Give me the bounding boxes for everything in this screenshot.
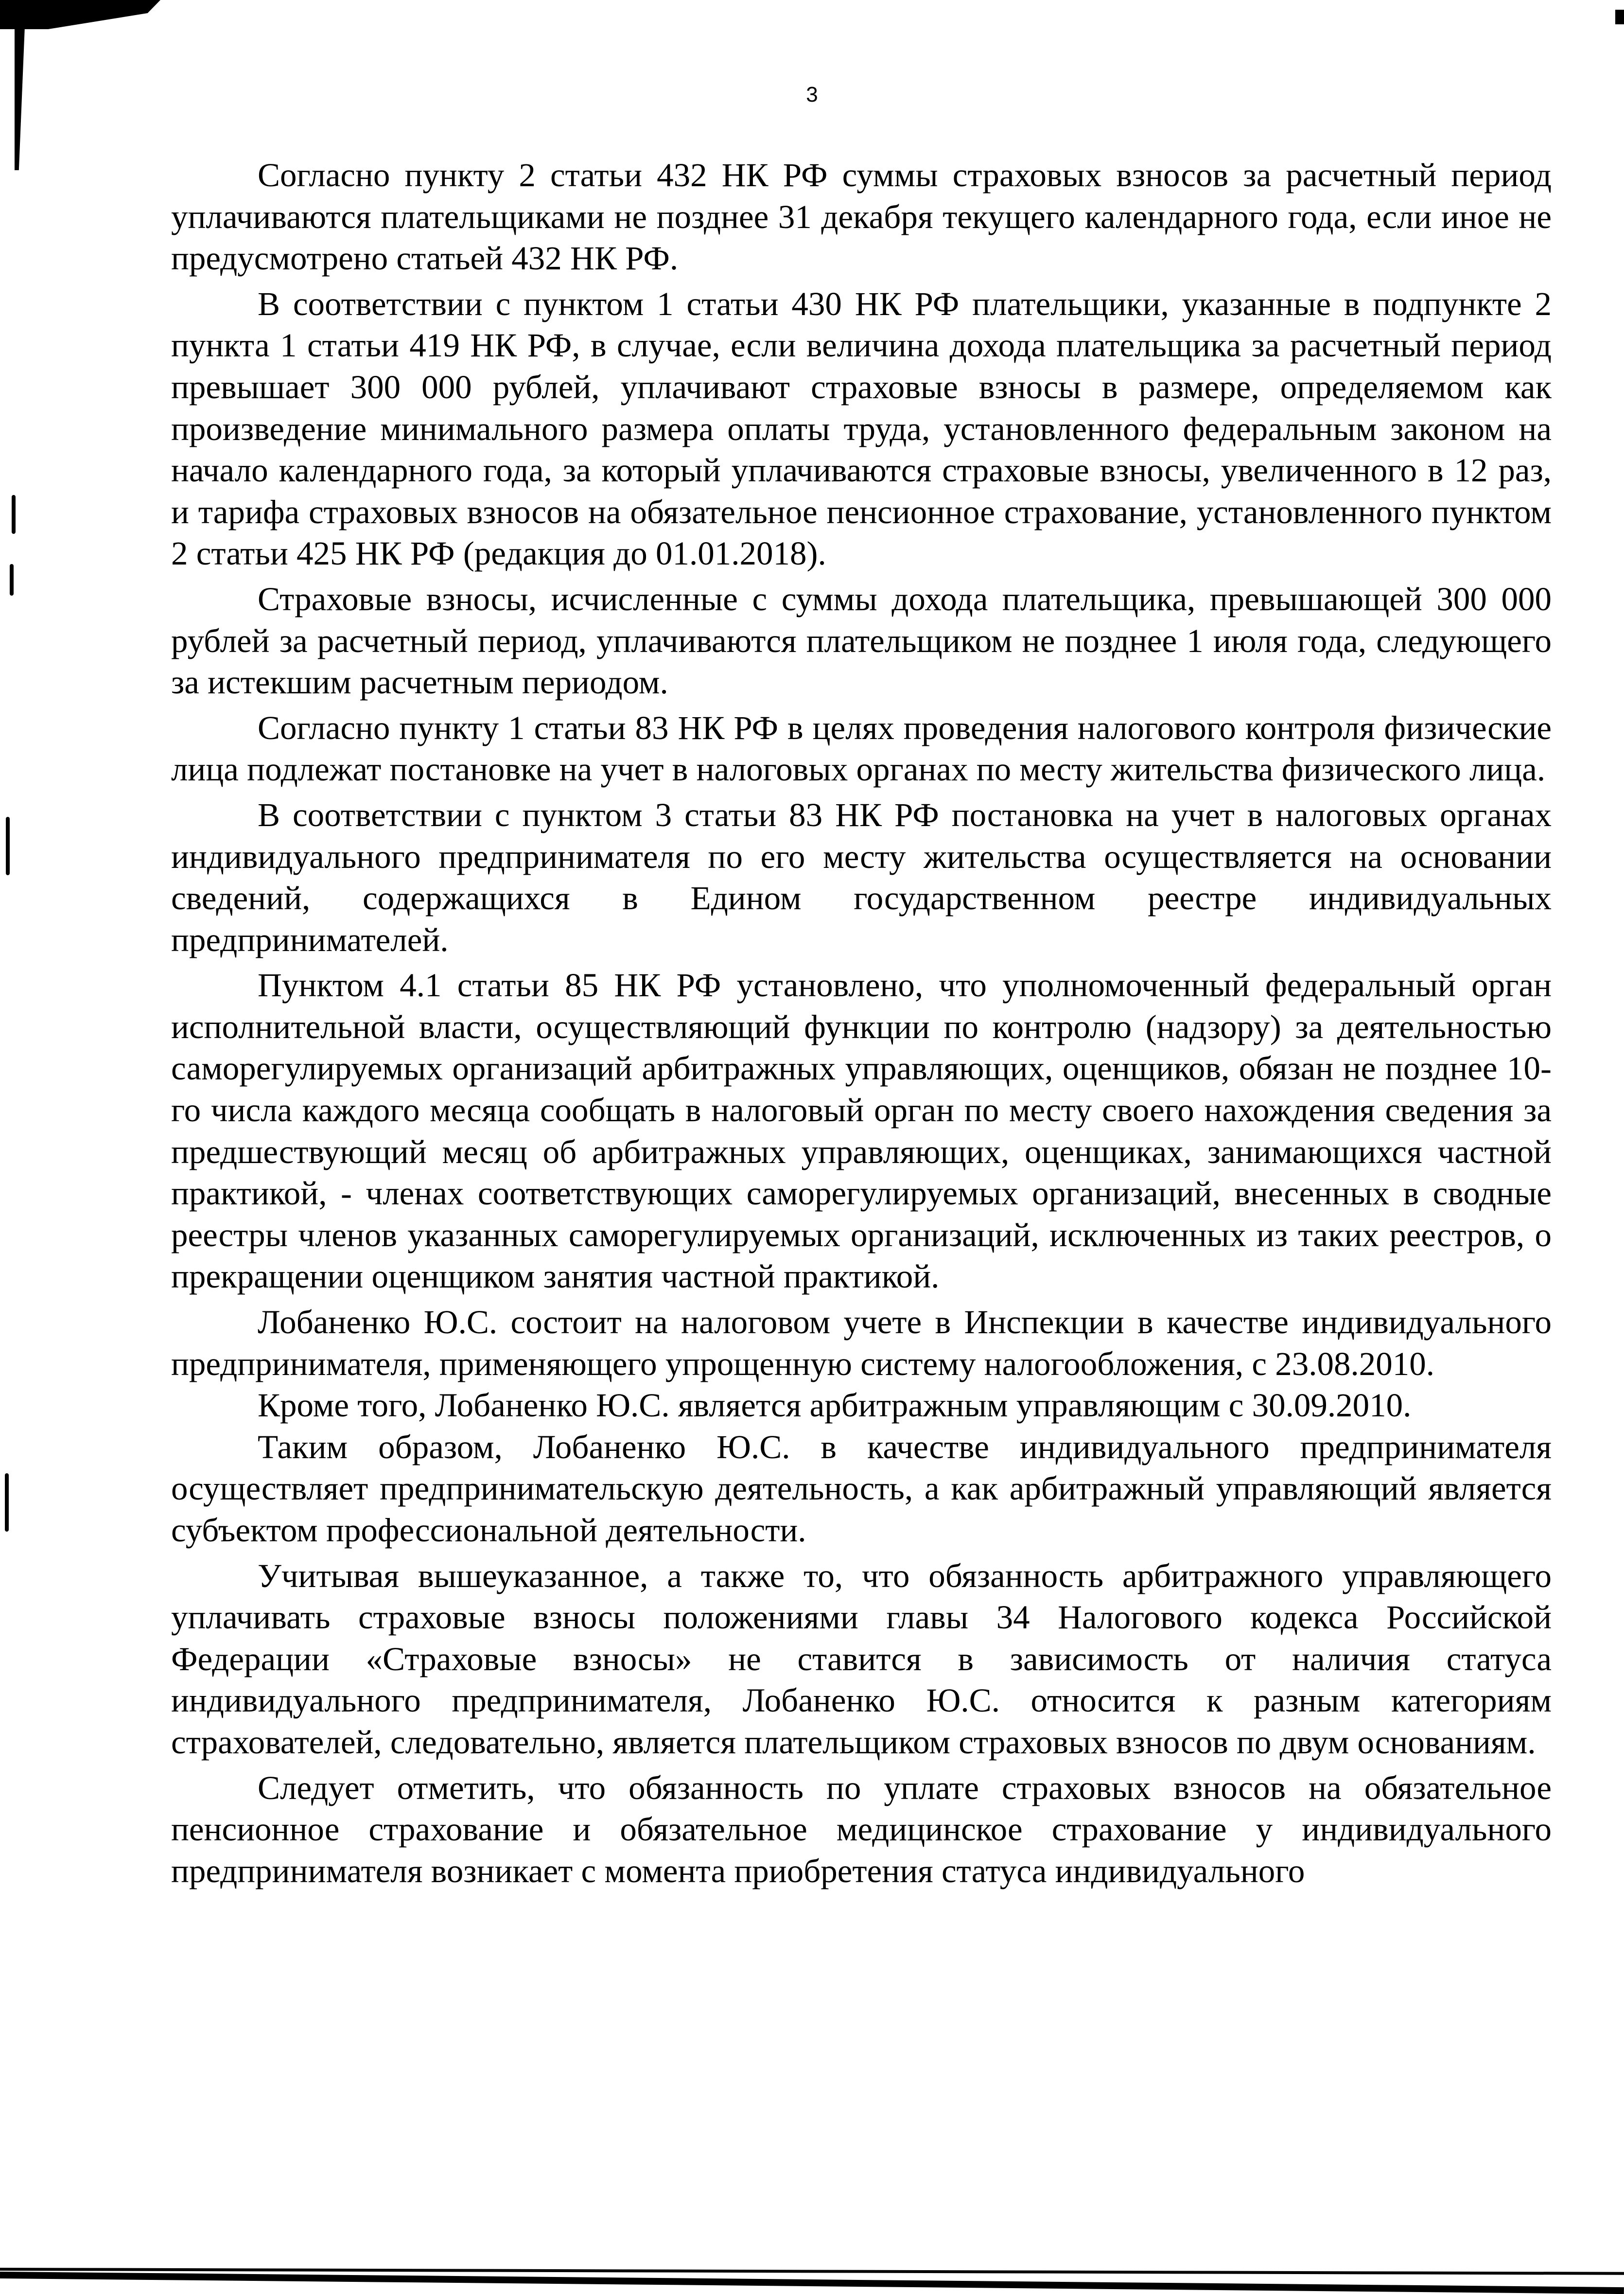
- paragraph: Согласно пункту 2 статьи 432 НК РФ суммы страховых взносов за расчетный период уплачиваются плательщиками не позднее 31 декабря текущего календарного года, если иное не предусмотрено статьей 432 НК РФ.: [171, 157, 1552, 277]
- paragraph: Следует отметить, что обязанность по уплате страховых взносов на обязательное пенсионное страхование и обязательное медицинское страхование у индивидуального предпринимателя возникает с момента приобретения статуса индивидуального: [171, 1769, 1552, 1889]
- document-body: [171, 155, 1552, 1892]
- paragraph: Таким образом, Лобаненко Ю.С. в качестве индивидуального предпринимателя осуществляет предпринимательскую деятельность, а как арбитражный управляющий является субъектом профессиональной деятельности.: [171, 1428, 1552, 1549]
- scan-artifact-margin-mark: [5, 1473, 9, 1532]
- scan-artifact-bottom-edge: [0, 2272, 1624, 2294]
- scan-artifact-margin-mark: [6, 817, 10, 875]
- paragraph: Пунктом 4.1 статьи 85 НК РФ установлено, что уполномоченный федеральный орган исполнительной власти, осуществляющий функции по контролю (надзору) за деятельностью саморегулируемых организаций арбитражных управляющих, оценщиков, обязан не позднее 10-го числа каждого месяца сообщать в налоговый орган по месту своего нахождения сведения за предшествующий месяц об арбитражных управляющих, оценщиках, занимающихся частной практикой, - членах соответствующих саморегулируемых организаций, внесенных в сводные реестры членов указанных саморегулируемых организаций, исключенных из таких реестров, о прекращении оценщиком занятия частной практикой.: [171, 967, 1552, 1295]
- paragraph: Учитывая вышеуказанное, а также то, что обязанность арбитражного управляющего уплачивать страховые взносы положениями главы 34 Налогового кодекса Российской Федерации «Страховые взносы» не ставится в зависимость от наличия статуса индивидуального предпринимателя, Лобаненко Ю.С. относится к разным категориям страхователей, следовательно, является плательщиком страховых взносов по двум основаниям.: [171, 1557, 1552, 1761]
- scan-artifact-margin-mark: [10, 564, 14, 596]
- scan-artifact-margin-mark: [12, 495, 16, 534]
- paragraph: Кроме того, Лобаненко Ю.С. является арбитражным управляющим с 30.09.2010.: [258, 1387, 1412, 1424]
- paragraph: Лобаненко Ю.С. состоит на налоговом учете в Инспекции в качестве индивидуального предпринимателя, применяющего упрощенную систему налогообложения, с 23.08.2010.: [171, 1304, 1552, 1382]
- paragraph: В соответствии с пунктом 1 статьи 430 НК РФ плательщики, указанные в подпункте 2 пункта 1 статьи 419 НК РФ, в случае, если величина дохода плательщика за расчетный период превышает 300 000 рублей, уплачивают страховые взносы в размере, определяемом как произведение минимального размера оплаты труда, установленного федеральным законом на начало календарного года, за который уплачиваются страховые взносы, увеличенного в 12 раз, и тарифа страховых взносов на обязательное пенсионное страхование, установленного пунктом 2 статьи 425 НК РФ (редакция до 01.01.2018).: [171, 285, 1552, 572]
- paragraph: В соответствии с пунктом 3 статьи 83 НК РФ постановка на учет в налоговых органах индивидуального предпринимателя по его месту жительства осуществляется на основании сведений, содержащихся в Едином государственном реестре индивидуальных предпринимателей.: [171, 796, 1552, 958]
- paragraph: Согласно пункту 1 статьи 83 НК РФ в целях проведения налогового контроля физические лица подлежат постановке на учет в налоговых органах по месту жительства физического лица.: [171, 709, 1552, 788]
- paragraph: Страховые взносы, исчисленные с суммы дохода плательщика, превышающей 300 000 рублей за расчетный период, уплачиваются плательщиком не позднее 1 июля года, следующего за истекшим расчетным периодом.: [171, 580, 1552, 701]
- page-number: 3: [806, 83, 818, 106]
- scan-artifact-edge: [1615, 10, 1624, 24]
